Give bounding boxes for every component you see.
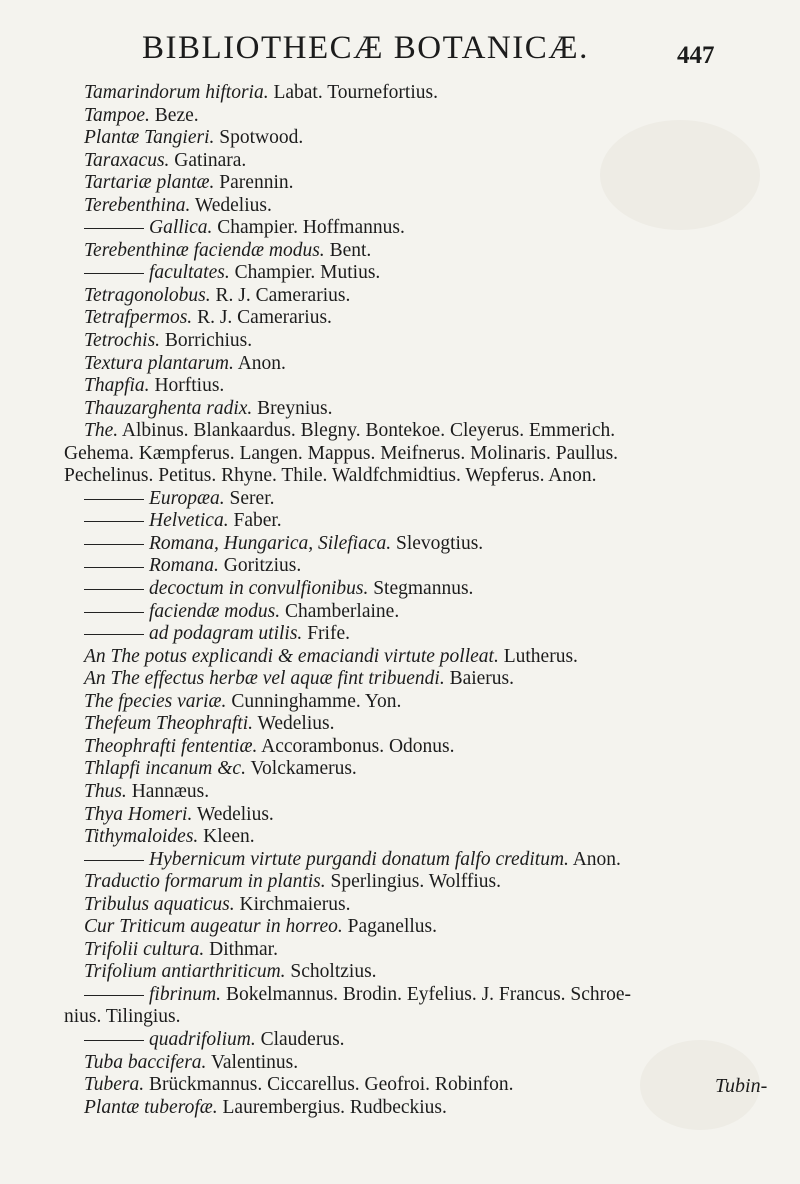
entry-authors: Labat. Tournefortius. [268,82,438,103]
entry-authors: Breynius. [252,397,333,419]
entry-authors: Dithmar. [204,938,278,960]
entry-topic: Textura plantarum. [84,352,234,374]
entry-authors: Faber. [228,510,282,532]
index-entry [0,465,800,488]
index-entry [0,330,800,353]
index-entry [0,691,800,714]
index-entry [0,353,800,376]
index-entry [0,623,800,646]
entry-topic: Tithymaloides. [84,826,199,848]
ditto-dash [84,521,144,522]
index-entry [0,578,800,601]
index-entry [0,150,800,173]
index-entry [0,849,800,872]
index-entry [0,1006,800,1029]
index-entry [0,195,800,218]
index-entry [0,172,800,195]
entry-authors: Horftius. [149,375,225,397]
index-entry [0,939,800,962]
index-entry [0,420,800,443]
entry-authors: Cunninghamme. Yon. [226,690,402,712]
entry-authors: Wedelius. [253,713,335,735]
entry-authors: Clauderus. [255,1028,345,1050]
entry-topic: Romana, Hungarica, Silefiaca. [149,532,392,554]
index-entry [0,488,800,511]
index-entry [0,127,800,150]
index-entry [0,375,800,398]
entry-topic: Europæa. [149,487,225,509]
entry-topic: Tubera. [84,1074,145,1096]
entry-authors: Stegmannus. [368,578,474,600]
ditto-dash [84,1040,144,1041]
entry-topic: faciendæ modus. [149,600,281,622]
entry-topic: Terebenthina. [84,194,191,216]
entry-topic: decoctum in convulfionibus. [149,578,369,600]
entry-topic: ad podagram utilis. [149,623,303,645]
entry-topic: Trifolium antiarthriticum. [84,961,286,983]
entry-topic: The. [84,420,119,442]
entry-topic: Tuba baccifera. [84,1051,207,1073]
index-entry [0,1029,800,1052]
index-entry [0,736,800,759]
entry-authors: Anon. [568,848,621,870]
index-entry [0,781,800,804]
entry-authors: Kleen. [198,826,255,848]
entry-authors: Champier. Mutius. [229,262,381,284]
index-entry [0,916,800,939]
entry-topic: fibrinum. [149,983,222,1005]
index-entry [0,555,800,578]
entry-authors: Gehema. Kæmpferus. Langen. Mappus. Meifnerus. Molinaris. Paullus. [64,442,619,464]
index-entry [0,804,800,827]
index-entry [0,105,800,128]
entry-topic: Helvetica. [149,510,229,532]
index-entry [0,984,800,1007]
entry-topic: Hybernicum virtute purgandi donatum falfo creditum. [149,848,569,870]
entry-topic: Thapfia. [84,375,150,397]
index-entry [0,871,800,894]
entry-authors: Anon. [233,352,286,374]
entry-authors: Kirchmaierus. [234,893,351,915]
entry-authors: Hannæus. [126,780,210,802]
entry-authors: Borrichius. [160,330,253,352]
entry-topic: quadrifolium. [149,1028,256,1050]
entry-topic: Tartariæ plantæ. [84,172,215,194]
ditto-dash [84,612,144,613]
entry-authors: Slevogtius. [391,532,484,554]
entry-authors: Chamberlaine. [280,600,400,622]
entry-authors: R. J. Camerarius. [210,284,351,306]
ditto-dash [84,860,144,861]
index-entry [0,443,800,466]
entry-topic: Plantæ Tangieri. [84,127,215,149]
index-entry [0,307,800,330]
entry-authors: Wedelius. [192,803,274,825]
entry-topic: Thefeum Theophrafti. [84,713,253,735]
ditto-dash [84,567,144,568]
entry-topic: Thus. [84,780,127,802]
entry-authors: Goritzius. [218,555,302,577]
index-entry [0,398,800,421]
entry-topic: facultates. [149,262,230,284]
entry-authors: Paganellus. [342,916,437,938]
entry-authors: Beze. [149,104,199,126]
ditto-dash [84,634,144,635]
entry-topic: Taraxacus. [84,149,170,171]
entry-authors: Volckamerus. [245,758,357,780]
entry-authors: Frife. [302,623,350,645]
entry-topic: Terebenthinæ faciendæ modus. [84,239,325,261]
entry-topic: Thauzarghenta radix. [84,397,253,419]
index-entry [0,1074,800,1097]
entry-topic: An The effectus herbæ vel aquæ fint tribuendi. [84,668,445,690]
entry-authors: Brückmannus. Ciccarellus. Geofroi. Robinfon. [144,1074,514,1096]
index-entry [0,646,800,669]
index-entry [0,1097,800,1120]
entry-topic: Gallica. [149,217,213,239]
index-entry [0,961,800,984]
entry-topic: Cur Triticum augeatur in horreo. [84,916,343,938]
index-entry [0,1052,800,1075]
catchword: Tubin- [715,1075,768,1097]
entry-topic: Tampoe. [84,104,150,126]
index-entries [0,82,800,1119]
entry-topic: Tamarindorum hiftoria. [84,82,269,103]
index-entry [0,285,800,308]
index-entry [0,262,800,285]
entry-authors: Valentinus. [206,1051,299,1073]
index-entry [0,826,800,849]
index-entry [0,758,800,781]
running-header: BIBLIOTHECÆ BOTANICÆ. [142,30,589,66]
index-entry [0,217,800,240]
entry-topic: Tetragonolobus. [84,284,211,306]
entry-authors: Scholtzius. [285,961,377,983]
entry-authors: nius. Tilingius. [64,1006,181,1028]
entry-topic: Romana. [149,555,219,577]
entry-topic: Trifolii cultura. [84,938,205,960]
ditto-dash [84,995,144,996]
entry-authors: Bent. [324,239,372,261]
index-entry [0,668,800,691]
entry-topic: Tetrafpermos. [84,307,193,329]
index-entry [0,713,800,736]
entry-authors: Champier. Hoffmannus. [212,217,405,239]
entry-authors: Baierus. [444,668,515,690]
entry-authors: Pechelinus. Petitus. Rhyne. Thile. Waldfchmidtius. Wepferus. Anon. [64,465,597,487]
ditto-dash [84,589,144,590]
entry-authors: Laurembergius. Rudbeckius. [217,1096,447,1118]
index-entry [0,533,800,556]
entry-topic: An The potus explicandi & emaciandi virtute polleat. [84,645,499,667]
entry-authors: Lutherus. [498,645,578,667]
entry-topic: Thya Homeri. [84,803,193,825]
entry-authors: Wedelius. [190,194,272,216]
entry-topic: Thlapfi incanum &c. [84,758,246,780]
entry-authors: Gatinara. [169,149,247,171]
index-entry [0,894,800,917]
entry-authors: Spotwood. [214,127,304,149]
entry-authors: Serer. [224,487,275,509]
ditto-dash [84,228,144,229]
index-entry [0,240,800,263]
entry-authors: Sperlingius. Wolffius. [325,871,502,893]
ditto-dash [84,544,144,545]
entry-authors: Albinus. Blankaardus. Blegny. Bontekoe. Cleyerus. Emmerich. [118,420,616,442]
entry-topic: Theophrafti fententiæ. [84,735,258,757]
entry-authors: R. J. Camerarius. [192,307,332,329]
entry-topic: Tribulus aquaticus. [84,893,235,915]
index-entry [0,601,800,624]
entry-topic: Traductio formarum in plantis. [84,871,326,893]
entry-authors: Bokelmannus. Brodin. Eyfelius. J. Francus. Schroe- [221,983,632,1005]
entry-authors: Parennin. [214,172,294,194]
entry-topic: Tetrochis. [84,330,161,352]
page-number: 447 [677,42,715,69]
entry-topic: The fpecies variæ. [84,690,227,712]
ditto-dash [84,273,144,274]
ditto-dash [84,499,144,500]
index-entry [0,510,800,533]
entry-authors: Accorambonus. Odonus. [257,735,455,757]
index-entry [0,82,800,105]
entry-topic: Plantæ tuberofæ. [84,1096,218,1118]
